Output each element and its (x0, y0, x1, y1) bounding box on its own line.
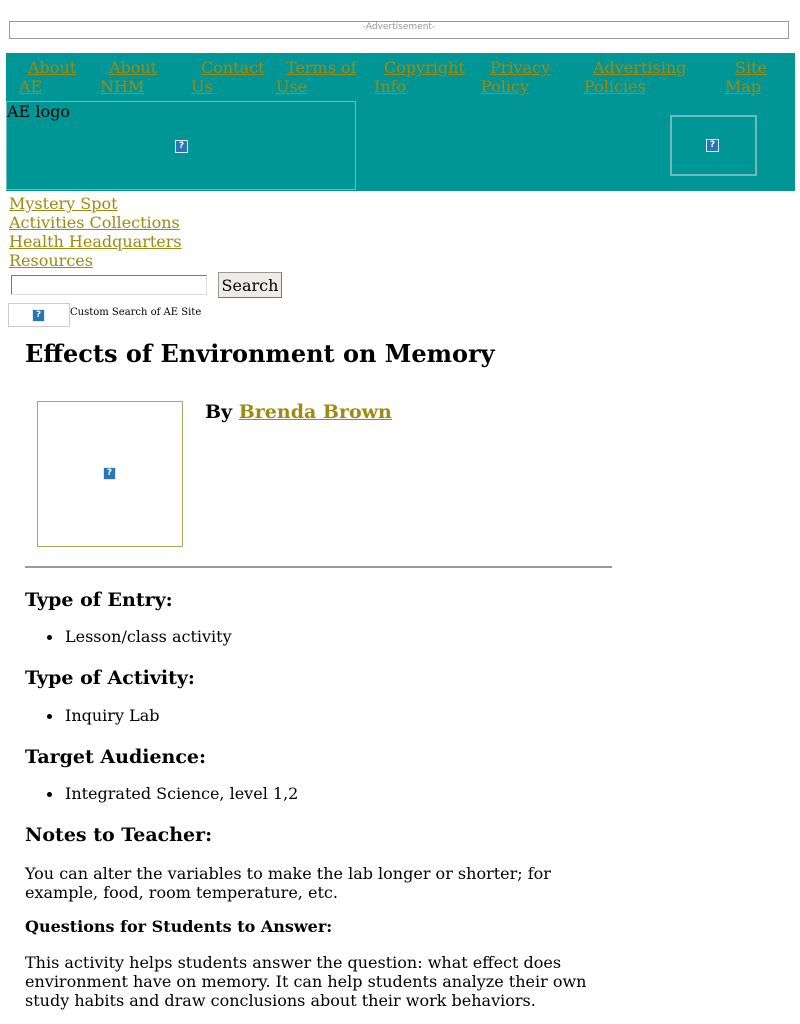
type-of-activity-heading: Type of Activity: (25, 667, 195, 689)
nav-advertising-policies[interactable]: Advertising Policies (584, 58, 687, 96)
broken-image-icon: ? (103, 467, 116, 480)
link-health-headquarters[interactable]: Health Headquarters (9, 232, 182, 251)
search-button[interactable]: Search (218, 272, 282, 298)
site-header (6, 53, 795, 191)
section-links (9, 194, 182, 270)
broken-image-icon: ? (175, 140, 188, 153)
target-audience-heading: Target Audience: (25, 746, 207, 768)
nav-about-nhm[interactable]: About NHM (100, 58, 158, 96)
byline (205, 400, 392, 424)
link-mystery-spot[interactable]: Mystery Spot (9, 194, 118, 213)
questions-text: This activity helps students answer the question: what effect does environment have on memory. It can help students analyze their own study habits and draw conclusions about their work behaviors. (25, 953, 587, 1010)
nav-privacy-policy[interactable]: Privacy Policy (481, 58, 551, 96)
advertisement-banner (9, 21, 789, 39)
notes-to-teacher-heading: Notes to Teacher: (25, 824, 213, 846)
nav-copyright-info[interactable]: Copyright Info (374, 58, 465, 96)
author-link[interactable]: Brenda Brown (238, 401, 392, 423)
logo-alt-text: AE logo (7, 102, 70, 121)
list-item: Lesson/class activity (65, 627, 232, 646)
search-input[interactable] (11, 275, 207, 295)
header-banner-image (670, 115, 757, 176)
by-label: By (205, 401, 233, 423)
nav-contact-us[interactable]: Contact Us (191, 58, 265, 96)
nav-about-ae[interactable]: About AE (19, 58, 77, 96)
top-nav (6, 53, 795, 101)
list-item: Integrated Science, level 1,2 (65, 784, 299, 803)
link-activities-collections[interactable]: Activities Collections (9, 213, 180, 232)
link-resources[interactable]: Resources (9, 251, 93, 270)
broken-image-icon: ? (32, 309, 45, 322)
custom-search-label: Custom Search of AE Site (70, 307, 202, 318)
author-photo (37, 401, 183, 547)
notes-text: You can alter the variables to make the lab longer or shorter; for example, food, room temperature, etc. (25, 864, 551, 902)
list-item: Inquiry Lab (65, 706, 160, 725)
nav-terms-of-use[interactable]: Terms of Use (276, 58, 357, 96)
page-title: Effects of Environment on Memory (25, 339, 495, 368)
advertisement-label: -Advertisement- (362, 22, 436, 32)
type-of-entry-heading: Type of Entry: (25, 589, 173, 611)
nav-site-map[interactable]: Site Map (725, 58, 767, 96)
custom-search-logo (8, 303, 70, 327)
ae-logo[interactable] (6, 101, 356, 190)
divider (25, 566, 612, 568)
broken-image-icon: ? (706, 139, 719, 152)
questions-heading: Questions for Students to Answer: (25, 917, 333, 936)
